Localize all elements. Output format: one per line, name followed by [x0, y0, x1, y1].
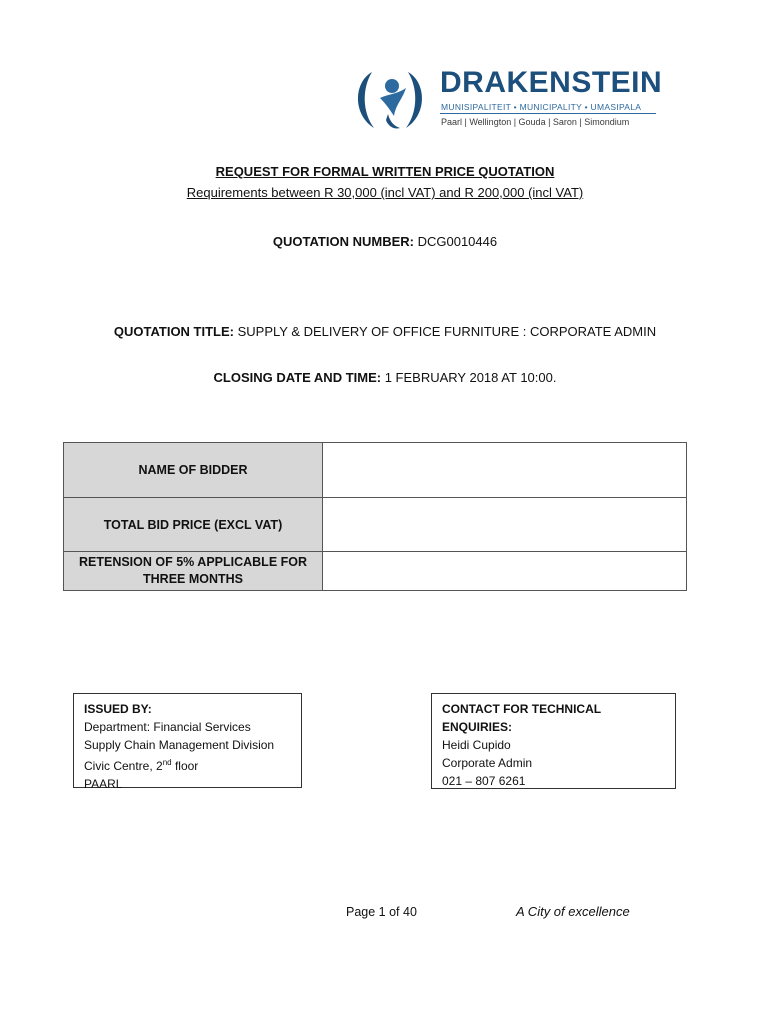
address-text: Civic Centre, 2 — [84, 759, 163, 773]
table-row — [64, 498, 687, 552]
quotation-number-value: DCG0010446 — [417, 234, 498, 249]
issued-by-department: Department: Financial Services — [84, 720, 251, 734]
bid-table — [63, 442, 687, 591]
bidder-name-label: NAME OF BIDDER — [64, 443, 323, 498]
retension-label: RETENSION OF 5% APPLICABLE FOR THREE MONTHS — [64, 552, 323, 591]
total-bid-price-label: TOTAL BID PRICE (EXCL VAT) — [64, 498, 323, 552]
quotation-number-label: QUOTATION NUMBER: — [272, 234, 414, 249]
table-row — [64, 443, 687, 498]
contact-box — [431, 693, 676, 789]
issued-by-division: Supply Chain Management Division — [84, 738, 275, 752]
footer-motto: A City of excellence — [516, 904, 630, 919]
logo-divider — [440, 113, 656, 114]
address-superscript: nd — [162, 758, 172, 767]
issued-by-city: PAARL — [84, 777, 123, 791]
page-number: Page 1 of 40 — [346, 905, 417, 919]
municipality-logo — [350, 62, 663, 136]
closing-date-value: 1 FEBRUARY 2018 AT 10:00. — [384, 370, 557, 385]
closing-date-label: CLOSING DATE AND TIME: — [213, 370, 382, 385]
bidder-name-field[interactable] — [323, 443, 687, 498]
contact-name: Heidi Cupido — [442, 738, 511, 752]
table-row — [64, 552, 687, 591]
retension-field[interactable] — [323, 552, 687, 591]
issued-by-address — [84, 754, 291, 775]
quotation-title-value: SUPPLY & DELIVERY OF OFFICE FURNITURE : CORPORATE ADMIN — [237, 324, 657, 339]
contact-phone: 021 – 807 6261 — [442, 774, 526, 788]
drakenstein-emblem-icon — [350, 64, 430, 134]
requirements-range: Requirements between R 30,000 (incl VAT) and R 200,000 (incl VAT) — [186, 185, 584, 200]
logo-wordmark: DRAKENSTEIN — [440, 66, 663, 99]
total-bid-price-field[interactable] — [323, 498, 687, 552]
contact-department: Corporate Admin — [442, 756, 533, 770]
contact-heading: CONTACT FOR TECHNICAL ENQUIRIES: — [442, 702, 601, 734]
quotation-title-label: QUOTATION TITLE: — [113, 324, 234, 339]
logo-subtitle: MUNISIPALITEIT • MUNICIPALITY • UMASIPALA — [441, 102, 642, 112]
address-floor: floor — [171, 759, 199, 773]
document-title: REQUEST FOR FORMAL WRITTEN PRICE QUOTATION — [215, 164, 555, 179]
issued-by-box — [73, 693, 302, 791]
quotation-title — [0, 324, 770, 339]
quotation-number — [0, 234, 770, 249]
issued-by-heading: ISSUED BY: — [84, 702, 152, 716]
logo-towns: Paarl | Wellington | Gouda | Saron | Simondium — [441, 117, 630, 127]
closing-date — [0, 370, 770, 385]
